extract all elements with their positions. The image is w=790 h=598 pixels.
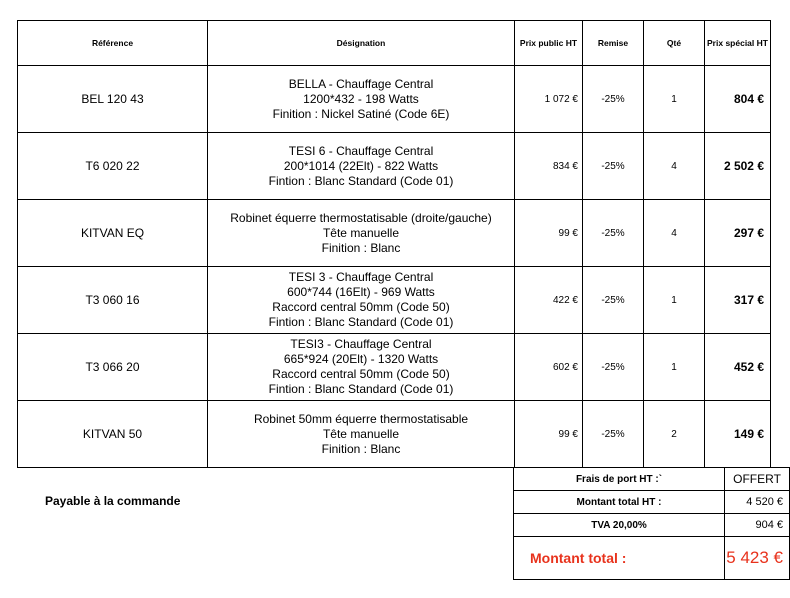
reference-cell: T6 020 22 xyxy=(18,133,208,200)
tva-row xyxy=(514,514,790,537)
designation-line: TESI 6 - Chauffage Central xyxy=(288,143,434,158)
designation-line: Raccord central 50mm (Code 50) xyxy=(272,300,450,314)
special-price-cell: 297 € xyxy=(705,200,771,267)
special-price-cell: 452 € xyxy=(705,334,771,401)
designation-line: BELLA - Chauffage Central xyxy=(288,76,434,91)
reference-cell: T3 066 20 xyxy=(18,334,208,401)
designation-line: Tête manuelle xyxy=(322,225,400,240)
discount-cell: -25% xyxy=(583,133,644,200)
discount-cell: -25% xyxy=(583,66,644,133)
totals-table xyxy=(513,467,790,580)
quantity-cell: 1 xyxy=(644,267,705,334)
designation-line: TESI3 - Chauffage Central xyxy=(290,337,432,351)
special-price-cell: 317 € xyxy=(705,267,771,334)
header-public-price: Prix public HT xyxy=(515,21,583,66)
table-row xyxy=(18,267,771,334)
designation-line: Fintion : Blanc Standard (Code 01) xyxy=(268,382,454,396)
header-quantity: Qté xyxy=(644,21,705,66)
designation-cell xyxy=(208,334,515,401)
shipping-label: Frais de port HT :` xyxy=(514,468,725,491)
quantity-cell: 1 xyxy=(644,334,705,401)
quantity-cell: 1 xyxy=(644,66,705,133)
reference-cell: KITVAN 50 xyxy=(18,401,208,468)
designation-cell xyxy=(208,200,515,267)
special-price-cell: 149 € xyxy=(705,401,771,468)
total-ht-row xyxy=(514,491,790,514)
public-price-cell: 602 € xyxy=(515,334,583,401)
tva-value: 904 € xyxy=(725,514,790,537)
discount-cell: -25% xyxy=(583,401,644,468)
designation-cell xyxy=(208,401,515,468)
grand-total-value: 5 423 € xyxy=(725,537,790,580)
designation-line: 200*1014 (22Elt) - 822 Watts xyxy=(283,158,439,173)
special-price-cell: 2 502 € xyxy=(705,133,771,200)
total-ht-value: 4 520 € xyxy=(725,491,790,514)
public-price-cell: 99 € xyxy=(515,200,583,267)
public-price-cell: 1 072 € xyxy=(515,66,583,133)
designation-line: TESI 3 - Chauffage Central xyxy=(288,270,434,284)
table-row xyxy=(18,200,771,267)
designation-line: Fintion : Blanc Standard (Code 01) xyxy=(268,173,454,188)
grand-total-label: Montant total : xyxy=(514,537,725,580)
table-row xyxy=(18,66,771,133)
designation-line: 600*744 (16Elt) - 969 Watts xyxy=(287,285,435,299)
grand-total-row xyxy=(514,537,790,580)
table-header-row xyxy=(18,21,771,66)
tva-label: TVA 20,00% xyxy=(514,514,725,537)
quote-table xyxy=(17,20,771,468)
discount-cell: -25% xyxy=(583,200,644,267)
designation-line: 1200*432 - 198 Watts xyxy=(303,91,419,106)
designation-line: Raccord central 50mm (Code 50) xyxy=(272,367,450,381)
designation-line: Finition : Blanc xyxy=(321,240,401,255)
discount-cell: -25% xyxy=(583,267,644,334)
table-row xyxy=(18,334,771,401)
reference-cell: T3 060 16 xyxy=(18,267,208,334)
payment-terms: Payable à la commande xyxy=(45,494,181,508)
header-reference: Référence xyxy=(18,21,208,66)
designation-cell xyxy=(208,267,515,334)
designation-line: Fintion : Blanc Standard (Code 01) xyxy=(268,315,454,329)
designation-cell xyxy=(208,66,515,133)
discount-cell: -25% xyxy=(583,334,644,401)
total-ht-label: Montant total HT : xyxy=(514,491,725,514)
public-price-cell: 834 € xyxy=(515,133,583,200)
shipping-value: OFFERT xyxy=(725,468,790,491)
designation-line: Robinet 50mm équerre thermostatisable xyxy=(253,411,469,426)
reference-cell: BEL 120 43 xyxy=(18,66,208,133)
header-designation: Désignation xyxy=(208,21,515,66)
designation-line: 665*924 (20Elt) - 1320 Watts xyxy=(283,352,439,366)
public-price-cell: 99 € xyxy=(515,401,583,468)
header-special-price: Prix spécial HT xyxy=(705,21,771,66)
designation-line: Tête manuelle xyxy=(322,426,400,441)
designation-line: Robinet équerre thermostatisable (droite/gauche) xyxy=(230,210,492,225)
designation-cell xyxy=(208,133,515,200)
quantity-cell: 4 xyxy=(644,200,705,267)
quantity-cell: 4 xyxy=(644,133,705,200)
table-row xyxy=(18,133,771,200)
quantity-cell: 2 xyxy=(644,401,705,468)
shipping-row xyxy=(514,468,790,491)
reference-cell: KITVAN EQ xyxy=(18,200,208,267)
special-price-cell: 804 € xyxy=(705,66,771,133)
designation-line: Finition : Nickel Satiné (Code 6E) xyxy=(272,106,450,121)
table-row xyxy=(18,401,771,468)
designation-line: Finition : Blanc xyxy=(321,441,401,456)
header-discount: Remise xyxy=(583,21,644,66)
public-price-cell: 422 € xyxy=(515,267,583,334)
